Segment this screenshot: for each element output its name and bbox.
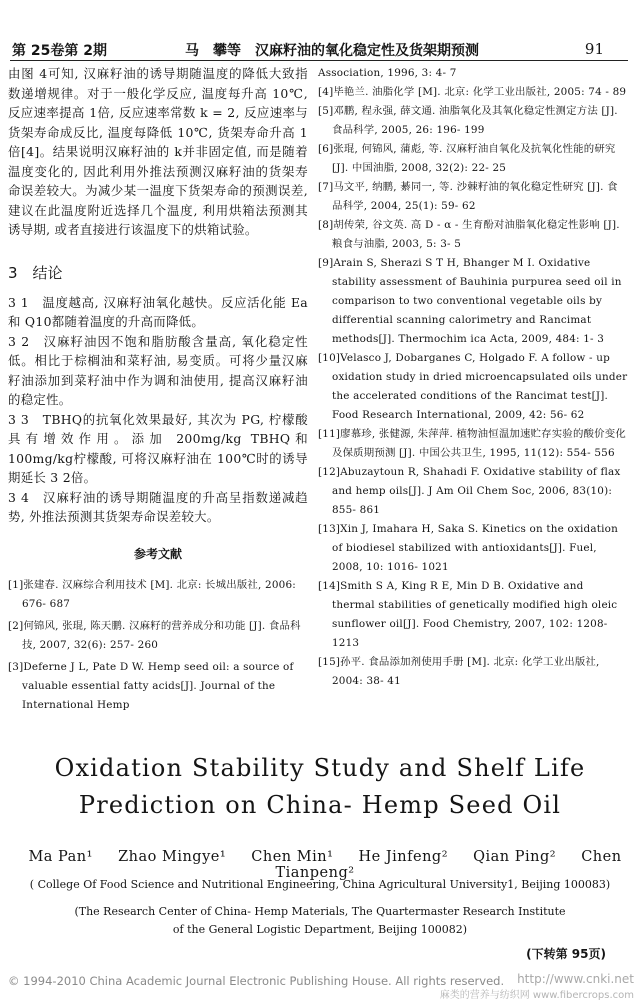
conclusion-item: 3 4 汉麻籽油的诱导期随温度的升高呈指数递减趋势, 外推法预测其货架寿命误差较大。 bbox=[8, 489, 308, 524]
author-name: Ma Pan¹ bbox=[28, 849, 93, 865]
reference-item: Association, 1996, 3: 4- 7 bbox=[318, 67, 457, 79]
reference-item: [4]毕艳兰. 油脂化学 [M]. 北京: 化学工业出版社, 2005: 74 - 89 bbox=[318, 86, 627, 98]
copyright-footer: © 1994-2010 China Academic Journal Electronic Publishing House. All rights reserved. bbox=[8, 974, 505, 988]
left-column bbox=[8, 64, 308, 715]
reference-item: [2]何锦风, 张琨, 陈天鹏. 汉麻籽的营养成分和功能 [J]. 食品科技, 2007, 32(6): 257- 260 bbox=[8, 619, 301, 651]
affiliation: ( College Of Food Science and Nutritional Engineering, China Agricultural University1, Beijing 100083) bbox=[29, 878, 611, 891]
reference-item: [11]廖慕珍, 张健源, 朱萍萍. 植物油恒温加速贮存实验的酸价变化及保质期预测 [J]. 中国公共卫生, 1995, 11(12): 554- 556 bbox=[318, 428, 626, 459]
right-column bbox=[318, 64, 628, 691]
journal-volume: 第 25卷第 2期 bbox=[12, 43, 107, 59]
reference-item: [3]Deferne J L, Pate D W. Hemp seed oil: a source of valuable essential fatty acids[J]. Journal of the International Hemp bbox=[8, 660, 294, 711]
english-title-line: Prediction on China- Hemp Seed Oil bbox=[78, 791, 562, 819]
site-link[interactable]: http://www.cnki.net bbox=[517, 972, 634, 986]
author-name: Zhao Mingye¹ bbox=[118, 849, 227, 865]
reference-item: [6]张琨, 何锦风, 蒲彪, 等. 汉麻籽油自氧化及抗氧化性能的研究 [J]. 中国油脂, 2008, 32(2): 22- 25 bbox=[318, 143, 616, 174]
running-title: 马 攀等 汉麻籽油的氧化稳定性及货架期预测 bbox=[185, 43, 479, 59]
conclusion-item: 3 1 温度越高, 汉麻籽油氧化越快。反应活化能 Ea和 Q10都随着温度的升高而降低。 bbox=[8, 294, 308, 329]
author-name: Chen Min¹ bbox=[251, 849, 334, 865]
reference-item: [12]Abuzaytoun R, Shahadi F. Oxidative stability of flax and hemp oils[J]. J Am Oil Chem Soc, 2006, 83(10): 855- 861 bbox=[318, 466, 621, 516]
reference-item: [15]孙平. 食品添加剂使用手册 [M]. 北京: 化学工业出版社, 2004: 38- 41 bbox=[318, 656, 600, 687]
body-paragraph: 由图 4可知, 汉麻籽油的诱导期随温度的降低大致指数递增规律。对于一般化学反应, 温度每升高 10℃, 反应速率提高 1倍, 反应速率常数 k = 2, 反应速率与货架寿命成反比, 温度每降低 10℃, 货架寿命升高 1倍[4]。结果说明汉麻籽油的 k并非固定值, 而是随着温度变化的, 因此利用外推法预测汉麻籽油的货架寿命误差较大。为减少某一温度下货架寿命的预测误差, 建议在此温度附近选择几个温度, 利用烘箱法预测其诱导期, 或者直接进行该温度下的烘箱试验。 bbox=[8, 66, 308, 237]
reference-item: [8]胡传荣, 谷文英. 高 D - α - 生育酚对油脂氧化稳定性影响 [J]. 粮食与油脂, 2003, 5: 3- 5 bbox=[318, 219, 620, 250]
reference-item: [14]Smith S A, King R E, Min D B. Oxidative and thermal stabilities of genetically modified high oleic sunflower oil[J]. Food Chemistry, 2007, 102: 1208- 1213 bbox=[318, 580, 618, 649]
reference-item: [13]Xin J, Imahara H, Saka S. Kinetics on the oxidation of biodiesel stabilized with antioxidants[J]. Fuel, 2008, 10: 1016- 1021 bbox=[318, 523, 619, 573]
author-name: Qian Ping² bbox=[473, 849, 557, 865]
reference-item: [9]Arain S, Sherazi S T H, Bhanger M I. Oxidative stability assessment of Bauhinia purpurea seed oil in comparison to two conventional vegetable oils by differential scanning calorimetry and Rancimat methods[J]. Thermochim ica Acta, 2009, 484: 1- 3 bbox=[318, 257, 622, 345]
reference-item: [10]Velasco J, Dobarganes C, Holgado F. A follow - up oxidation study in dried microencapsulated oils under the accelerated conditions of the Rancimat test[J]. Food Research International, 2009, 42: 56- 62 bbox=[318, 352, 628, 421]
conclusion-item: 3 3 TBHQ的抗氧化效果最好, 其次为 PG, 柠檬酸具有增效作用。添加 200mg/kg TBHQ和 100mg/kg柠檬酸, 可将汉麻籽油在 100℃时的诱导期延长 3 2倍。 bbox=[8, 411, 308, 485]
references-title: 参考文献 bbox=[133, 546, 182, 561]
reference-item: [5]邓鹏, 程永强, 薛文通. 油脂氧化及其氧化稳定性测定方法 [J]. 食品科学, 2005, 26: 196- 199 bbox=[318, 105, 618, 136]
reference-item: [1]张建春. 汉麻综合利用技术 [M]. 北京: 长城出版社, 2006: 676- 687 bbox=[8, 578, 296, 610]
english-title-line: Oxidation Stability Study and Shelf Life bbox=[54, 754, 586, 782]
reference-item: [7]马文平, 纳鹏, 綦同一, 等. 沙棘籽油的氧化稳定性研究 [J]. 食品科学, 2004, 25(1): 59- 62 bbox=[318, 181, 618, 212]
section-heading-conclusion: 3 结论 bbox=[8, 263, 63, 282]
author-list bbox=[0, 849, 640, 881]
author-name: Chen Tianpeng² bbox=[275, 849, 622, 881]
page-number: 91 bbox=[584, 40, 604, 58]
running-header bbox=[10, 38, 628, 61]
english-title bbox=[0, 750, 640, 824]
author-name: He Jinfeng² bbox=[358, 849, 449, 865]
conclusion-item: 3 2 汉麻籽油因不饱和脂肪酸含量高, 氧化稳定性低。相比于棕榈油和菜籽油, 易变质。可将少量汉麻籽油添加到菜籽油中作为调和油使用, 提高汉麻籽油的稳定性。 bbox=[8, 333, 308, 407]
affiliation: (The Research Center of China- Hemp Materials, The Quartermaster Research Institute of the General Logistic Department, Beijing 100082) bbox=[74, 905, 566, 936]
continued-note: (下转第 95页) bbox=[526, 947, 606, 961]
watermark: 麻类的营养与纺织网 www.fibercrops.com bbox=[439, 990, 634, 1001]
